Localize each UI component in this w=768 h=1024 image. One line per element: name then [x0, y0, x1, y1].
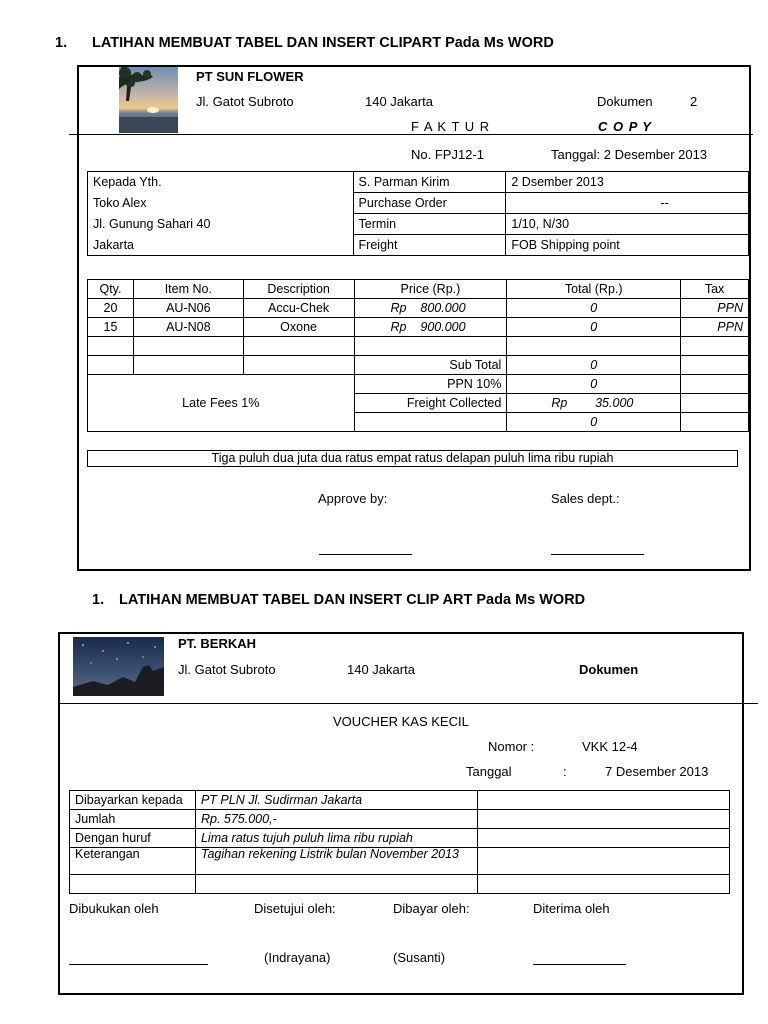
total-cell: 0: [507, 318, 681, 337]
empty-cell: [354, 337, 507, 356]
table-row: [88, 375, 749, 394]
sales-dept-label: Sales dept.:: [551, 491, 620, 506]
approver-name: (Indrayana): [264, 950, 331, 965]
subtotal-value: 0: [507, 356, 681, 375]
info-value-cell: FOB Shipping point: [506, 235, 749, 256]
info-value-cell: 1/10, N/30: [506, 214, 749, 235]
freight-label: Freight Collected: [354, 394, 507, 413]
invoice-number: No. FPJ12-1: [411, 147, 484, 162]
table-row: [70, 875, 730, 894]
approve-label: Approve by:: [318, 491, 388, 506]
header-total: Total (Rp.): [507, 280, 681, 299]
info-label-cell: S. Parman Kirim: [353, 172, 506, 193]
company-name: PT SUN FLOWER: [196, 69, 304, 84]
header-tax: Tax: [681, 280, 749, 299]
header-divider: [69, 134, 753, 135]
grand-total-value: 0: [507, 413, 681, 432]
table-row: [88, 337, 749, 356]
info-value-cell: 2 Dsember 2013: [506, 172, 749, 193]
late-fees-cell: Late Fees 1%: [88, 375, 355, 432]
document-value: 2: [690, 94, 698, 109]
table-row: [70, 791, 730, 810]
company-address: Jl. Gatot Subroto: [196, 94, 294, 109]
currency-label: Rp: [390, 320, 407, 334]
received-by-label: Diterima oleh: [533, 901, 610, 916]
booked-by-signature-line: [69, 964, 208, 965]
voucher-label-cell: Dengan huruf: [70, 829, 196, 848]
empty-cell: [681, 337, 749, 356]
voucher-date-label: Tanggal: [466, 764, 512, 779]
table-row: [88, 214, 749, 235]
voucher-label-cell: Dibayarkan kepada: [70, 791, 196, 810]
empty-cell: [88, 337, 134, 356]
ppn-value: 0: [507, 375, 681, 394]
document-label: Dokumen: [597, 94, 653, 109]
empty-cell: [88, 356, 134, 375]
empty-cell: [681, 356, 749, 375]
recipient-cell: Kepada Yth.: [88, 172, 354, 193]
table-row: [88, 356, 749, 375]
items-table: [87, 279, 749, 432]
info-label-cell: Freight: [353, 235, 506, 256]
copy-label: C O P Y: [598, 119, 652, 134]
voucher-number-label: Nomor :: [488, 739, 535, 754]
info-label-cell: Termin: [353, 214, 506, 235]
sunset-clipart-image: [119, 67, 178, 133]
voucher-date-colon: :: [563, 764, 567, 779]
currency-label: Rp: [390, 301, 407, 315]
header-item-no: Item No.: [133, 280, 243, 299]
recipient-table: [87, 171, 749, 256]
table-row: [70, 829, 730, 848]
freight-value-cell: [507, 394, 681, 413]
empty-cell: [477, 875, 729, 894]
voucher-value-cell: Lima ratus tujuh puluh lima ribu rupiah: [195, 829, 477, 848]
table-row: [88, 172, 749, 193]
empty-cell: [477, 848, 729, 875]
empty-cell: [195, 875, 477, 894]
voucher-value-cell: PT PLN Jl. Sudirman Jakarta: [195, 791, 477, 810]
booked-by-label: Dibukukan oleh: [69, 901, 159, 916]
recipient-cell: Toko Alex: [88, 193, 354, 214]
item-no-cell: AU-N08: [133, 318, 243, 337]
voucher-company-city: 140 Jakarta: [347, 662, 415, 677]
voucher-label-cell: Jumlah: [70, 810, 196, 829]
approve-signature-line: [319, 554, 412, 555]
price-cell: [354, 299, 507, 318]
voucher-header-divider: [58, 703, 758, 704]
payer-name: (Susanti): [393, 950, 446, 965]
header-price: Price (Rp.): [354, 280, 507, 299]
price-cell: [354, 318, 507, 337]
table-row: [88, 318, 749, 337]
tax-cell: PPN: [681, 318, 749, 337]
empty-cell: [507, 337, 681, 356]
qty-cell: 15: [88, 318, 134, 337]
total-cell: 0: [507, 299, 681, 318]
voucher-value-cell: Tagihan rekening Listrik bulan November 2013: [195, 848, 477, 875]
table-row: [70, 848, 730, 875]
approved-by-label: Disetujui oleh:: [254, 901, 336, 916]
sales-signature-line: [551, 554, 644, 555]
table-row: [88, 193, 749, 214]
voucher-company-address: Jl. Gatot Subroto: [178, 662, 276, 677]
voucher-company-name: PT. BERKAH: [178, 636, 257, 651]
table-header-row: [88, 280, 749, 299]
empty-cell: [681, 394, 749, 413]
header-description: Description: [243, 280, 354, 299]
empty-cell: [477, 829, 729, 848]
voucher-number: VKK 12-4: [582, 739, 638, 754]
amount-in-words: Tiga puluh dua juta dua ratus empat ratus delapan puluh lima ribu rupiah: [87, 450, 738, 467]
voucher-document-label: Dokumen: [579, 662, 639, 677]
currency-label: Rp: [551, 396, 568, 410]
receiver-signature-line: [533, 964, 626, 965]
description-cell: Accu-Chek: [243, 299, 354, 318]
paid-by-label: Dibayar oleh:: [393, 901, 470, 916]
empty-cell: [354, 413, 507, 432]
empty-cell: [477, 791, 729, 810]
night-sky-clipart-image: [73, 637, 164, 696]
heading-number-2: 1.: [92, 592, 105, 608]
heading-number-1: 1.: [55, 35, 68, 51]
invoice-date: Tanggal: 2 Desember 2013: [551, 147, 708, 162]
company-city: 140 Jakarta: [365, 94, 433, 109]
recipient-cell: Jl. Gunung Sahari 40: [88, 214, 354, 235]
voucher-date: 7 Desember 2013: [605, 764, 709, 779]
heading-1: LATIHAN MEMBUAT TABEL DAN INSERT CLIPART Pada Ms WORD: [92, 35, 554, 51]
info-label-cell: Purchase Order: [353, 193, 506, 214]
subtotal-label: Sub Total: [354, 356, 507, 375]
empty-cell: [681, 413, 749, 432]
empty-cell: [133, 356, 243, 375]
info-value-cell: --: [506, 193, 749, 214]
header-qty: Qty.: [88, 280, 134, 299]
invoice-title: F A K T U R: [411, 119, 491, 134]
table-row: [70, 810, 730, 829]
heading-2: LATIHAN MEMBUAT TABEL DAN INSERT CLIP ART Pada Ms WORD: [119, 592, 586, 608]
empty-cell: [133, 337, 243, 356]
price-value: 900.000: [420, 320, 466, 334]
table-row: [88, 299, 749, 318]
description-cell: Oxone: [243, 318, 354, 337]
recipient-cell: Jakarta: [88, 235, 354, 256]
table-row: [88, 235, 749, 256]
empty-cell: [477, 810, 729, 829]
voucher-title: VOUCHER KAS KECIL: [333, 714, 469, 729]
empty-cell: [70, 875, 196, 894]
ppn-label: PPN 10%: [354, 375, 507, 394]
voucher-label-cell: Keterangan: [70, 848, 196, 875]
price-value: 800.000: [420, 301, 466, 315]
tax-cell: PPN: [681, 299, 749, 318]
freight-value: 35.000: [595, 396, 634, 410]
voucher-table: [69, 790, 730, 894]
voucher-value-cell: Rp. 575.000,-: [195, 810, 477, 829]
empty-cell: [243, 337, 354, 356]
empty-cell: [243, 356, 354, 375]
item-no-cell: AU-N06: [133, 299, 243, 318]
qty-cell: 20: [88, 299, 134, 318]
empty-cell: [681, 375, 749, 394]
